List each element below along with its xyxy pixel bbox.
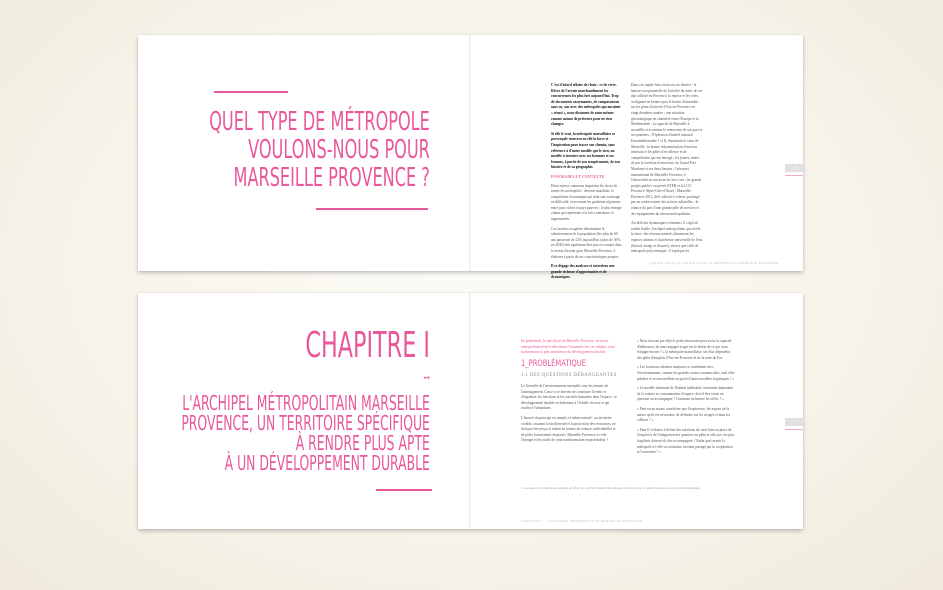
- chapter-title: CHAPITRE I: [305, 325, 430, 366]
- intro-paragraph: C'est d'abord affaire de choix : ce de vivre. Rêver de l'avenir marchandement les concurrences les plus fort aujourd'hui. Trop de documents rassemantes, de comparaisons sans vu, son avec des métropoles qui auraient « réussi », nous distanent de nous-mêmes comme autant de prétextes pour ne rien changer.: [551, 83, 621, 127]
- body-paragraph: Il se dégage des analyses et entretiens une grande richesse d'opportunités et de dynamiques.: [551, 264, 615, 280]
- body-paragraph: Le Grenelle de l'environnement interpelle tous les tenants de l'aménagement. Ceux-ci se doivent de construire l'avenir et d'organiser les fonctions et les activités humaines dans l'espace ; le développement durable se détermine à l'échelle de tout ce qui touche à l'urbanisme.: [521, 383, 617, 411]
- body-paragraph: Deux enjeux communs importent les choix de toutes les métropoles : devenir mondiale, la compétition économique qui tient son voisinage en difficulté, et accentue les gradients régionaux entre pays riches et pays pauvres ; le plus énergie climat qui représente à la fois contraintes et opportunités.: [551, 183, 622, 222]
- subheading: 1.1 DES QUESTIONS DÉRANGEANTES: [521, 373, 617, 379]
- spread-1-right-page: [471, 35, 803, 280]
- page-number-tab: 15: [785, 164, 805, 172]
- spread-2-left-page: [138, 293, 470, 529]
- section-label: 1_PROBLÉMATIQUE: [521, 358, 586, 369]
- page-number-tab: 17: [785, 418, 805, 426]
- title-line: VOULONS-NOUS POUR: [248, 135, 430, 165]
- text-column-1: [551, 83, 623, 285]
- chapter-dash: --: [423, 370, 430, 384]
- key-statement: Si elle le veut, la métropole marseillaise se provençale trouvera en elle la force et l'inspiration pour tracer son chemin, sans référence à d'autre modèle que le sien, un modèle à inventer avec ses hommes et ses femmes, à partir de son tempérament, de son histoire et de sa géographie.: [551, 131, 620, 170]
- subtitle-line: L'ARCHIPEL MÉTROPOLITAIN MARSEILLE: [182, 391, 430, 415]
- metropole-title: [209, 108, 430, 192]
- section-heading: PANORAMA ET CONTEXTE: [551, 174, 605, 179]
- intro-paragraph: En préambule, la spécificité de Marseille Provence, territoire métropolitain dont il sélectionne l'ensemble des cas urbains, rend la dimension la plus ambitieuse du développement durable.: [521, 339, 615, 355]
- spread-2-right-page: [471, 293, 803, 529]
- spread-1: [138, 35, 803, 280]
- quote-paragraph: « Faut-il s'éclairer à défaut des solutions du suivi bien en place de l'emploi et de l'intégration des quartiers en plein et efficace, les plus fragilisés doivent-ils être accompagnés ? Enfin quel avenir la métropole a-t-elle su construire un futur partagé par la coopération et l'ouverture ? »: [637, 427, 735, 455]
- running-footer: QUELLE VISION D'AVENIR POUR LA MÉTROPOLE MARSEILLE PROVENCE: [649, 261, 779, 265]
- text-column-2: [637, 339, 735, 484]
- subtitle-line: PROVENCE, UN TERRITOIRE SPÉCIFIQUE: [181, 411, 430, 435]
- chapter-subtitle: [181, 393, 430, 473]
- body-paragraph: Au-delà des dynamiques existantes, il s'agit de rendre lisible, l'archipel métropolitain qui révèle la force, des réseaux naturels alimentant les espaces urbains et la présence universelle de l'eau (littoral, étangs et fleuves), vitesse que celle de métropole polycentrique : il explique les: [631, 221, 703, 254]
- title-rule-top: [214, 91, 288, 93]
- spread-2: [138, 293, 803, 529]
- tab-underline: [785, 175, 803, 176]
- title-rule-bottom: [316, 208, 428, 210]
- subtitle-line: À UN DÉVELOPPEMENT DURABLE: [224, 451, 430, 475]
- title-line: QUEL TYPE DE MÉTROPOLE: [209, 107, 430, 137]
- running-footer: CHAPITRE I — L'ARCHIPEL MÉTROPOLITAIN MARSEILLE PROVENCE: [521, 519, 643, 523]
- title-rule-bottom: [376, 489, 432, 491]
- footnote: 1. Les enjeux de la métropole appellent un effort qui concilie l'intensité des échanges et des flux avec la qualité des espaces et la sobriété énergétique.: [521, 486, 701, 490]
- title-line: MARSEILLE PROVENCE ?: [233, 163, 430, 193]
- spread-1-left-page: [138, 35, 470, 271]
- quote-paragraph: « Le modèle dominant de l'habitat individuel, fortement dépendant de la voiture et consommateur d'espace, doit-il être remis en question ou accompagné ? Comment en limiter les effets ? »: [637, 386, 733, 402]
- quote-paragraph: « Les fonctions urbaines majeures se combinent avec l'environnement, comme les grandes zones commerciales, sont elles pilotées et se renouvellent au profit d'autres modèles logistiques ? »: [637, 365, 735, 381]
- text-column-1: [521, 339, 617, 448]
- tab-underline: [785, 429, 803, 430]
- body-paragraph: Dans ces rapide liste citons en ces dernier : la hausse exceptionnelle de l'activité du trafic de cet dip sollicité en Provence, la reprise et les crées, soulignant en bonnes part le bassin d'ensemble sur les plans d'activité d'Aix-en-Provence en vingt dernières années ; une situation géostratégique en charnière entre l'Europe et la Méditerranée ; la capacité de Marseille à accueillir et accentuer le renouveau de son port et ses quartiers ; l'Opération d'intérêt national Euroméditerranée 1 et II, ébauchant le cœur de Marseille ; la bonne redynamisation d'un tissu innovant et les pôles d'excellence et de compétitivité qui ont émergé ; les jeunes, tentés de par la tradition d'ouverture, du Grand Port Maritime et ses deux bassins ; l'aéroport international de Marseille Provence, à l'attractivité accrue pour les low-cost ; les grands projets publics ou privés (ITER et la LGV Provence-Alpes-Côte-d'Azur) ; Marseille-Provence 2013, défi collectif à relever prolongé par un renforcement des actions culturelles ; la relance du port d'une grande pôle de services et des équipements de niveau métropolitain.: [631, 83, 703, 216]
- text-column-2: [631, 83, 703, 254]
- body-paragraph: Ces facteurs exogènes déterminent le ralentissement de la population (les plus de 60 ans passeront de 22% aujourd'hui à plus de 30% en 2030) doit également être pris en compte dans la vision d'avenir pour Marseille Provence, à élaborer à partir de ses caractéristiques propres.: [551, 226, 622, 259]
- quote-paragraph: « Nous n'avons pas déjà le poids nécessaire pour avoir la capacité d'influencer, de nous engager à agir sur le destin de ce qui nous échappe encore ? » la métropole marseillaise, ses élus dépendent des pôles d'emplois d'Aix-en-Provence et de la zone de Fos.: [637, 339, 732, 360]
- subtitle-line: À RENDRE PLUS APTE: [295, 431, 430, 455]
- body-paragraph: L'énoncé du principe est simple, et même naturel : un territoire vivable, assurant la biodiversité et la protection des ressources, ne doit pas être perçu et ralenti en termes de voitures individuelles et de pôles fonctionnels dispersés. Marseille Provence a-t-elle l'énergie et les outils de cette transformation en profondeur ?: [521, 415, 616, 443]
- quote-paragraph: « Peut-on au moins considérer que l'expérience, les enjeux de la nature qu'ils est nécessaire de défendre sur les rivages et dans les collines ? »: [637, 406, 731, 423]
